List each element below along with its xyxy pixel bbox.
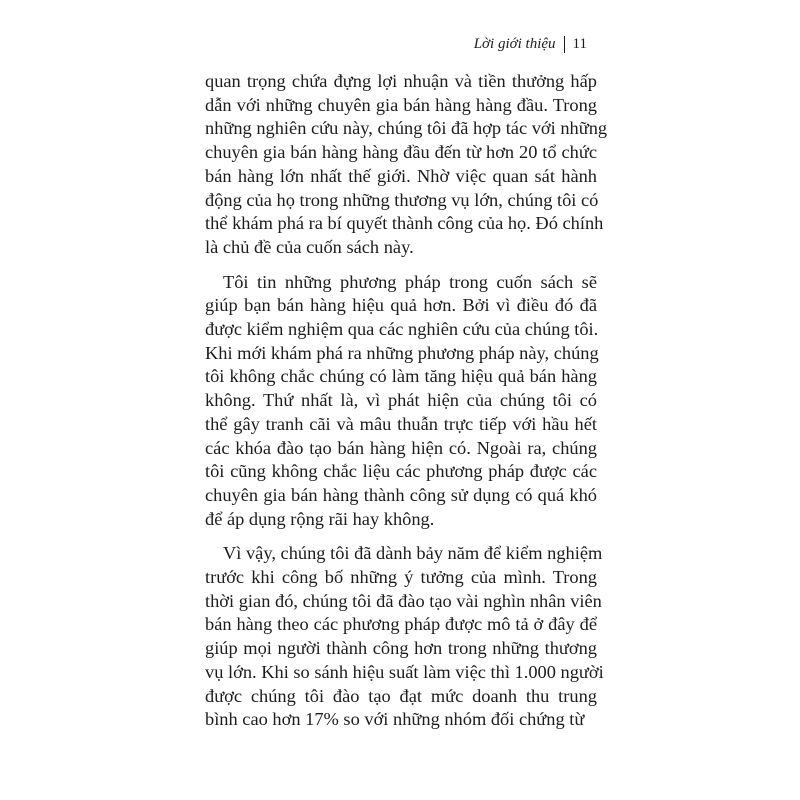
text-line: dẫn với những chuyên gia bán hàng hàng đầu. Trong xyxy=(205,94,597,115)
text-line: thể khám phá ra bí quyết thành công của họ. Đó chính xyxy=(205,213,604,234)
text-line: chuyên gia bán hàng thành công sử dụng có quá khó xyxy=(205,484,597,505)
text-line: được kiểm nghiệm qua các nghiên cứu của chúng tôi. xyxy=(205,319,599,340)
text-line: chuyên gia bán hàng hàng đầu đến từ hơn 20 tổ chức xyxy=(205,142,597,163)
text-line: quan trọng chứa đựng lợi nhuận và tiền thưởng hấp xyxy=(205,71,597,91)
text-line: là chủ đề của cuốn sách này. xyxy=(205,236,414,257)
text-line: để áp dụng rộng rãi hay không. xyxy=(205,508,435,529)
text-line: giúp mọi người thành công hơn trong những thương xyxy=(205,638,597,659)
text-line: thời gian đó, chúng tôi đã đào tạo vài nghìn nhân viên xyxy=(205,590,602,611)
running-header xyxy=(474,36,587,53)
text-line: bình cao hơn 17% so với những nhóm đối chứng từ xyxy=(205,709,585,730)
paragraph xyxy=(205,271,597,532)
text-line: động của họ trong những thương vụ lớn, chúng tôi có xyxy=(205,189,599,210)
page-number: 11 xyxy=(572,36,587,52)
text-line: bán hàng lớn nhất thế giới. Nhờ việc quan sát hành xyxy=(205,165,597,186)
text-line: Vì vậy, chúng tôi đã dành bảy năm để kiểm nghiệm xyxy=(223,543,603,564)
text-line: thể gây tranh cãi và mâu thuẫn trực tiếp với hầu hết xyxy=(205,413,597,434)
text-line: giúp bạn bán hàng hiệu quả hơn. Bởi vì điều đó đã xyxy=(205,295,597,316)
text-line: vụ lớn. Khi so sánh hiệu suất làm việc thì 1.000 người xyxy=(205,661,604,682)
paragraph xyxy=(205,70,608,260)
header-divider xyxy=(564,36,565,53)
text-line: trước khi công bố những ý tưởng của mình. Trong xyxy=(205,567,597,588)
text-line: tôi cũng không chắc liệu các phương pháp được các xyxy=(205,461,597,482)
text-line: tôi không chắc chúng có làm tăng hiệu quả bán hàng xyxy=(205,366,597,387)
text-line: các khóa đào tạo bán hàng hiện có. Ngoài ra, chúng xyxy=(205,437,597,458)
text-line: bán hàng theo các phương pháp được mô tả ở đây để xyxy=(205,614,597,635)
running-title: Lời giới thiệu xyxy=(473,36,556,52)
paragraph xyxy=(205,542,604,732)
text-line: không. Thứ nhất là, vì phát hiện của chúng tôi có xyxy=(205,390,597,411)
text-line: được chúng tôi đào tạo đạt mức doanh thu trung xyxy=(205,685,597,706)
body-text xyxy=(205,70,608,743)
text-line: Tôi tin những phương pháp trong cuốn sách sẽ xyxy=(223,271,597,292)
text-line: những nghiên cứu này, chúng tôi đã hợp tác với những xyxy=(205,118,608,139)
text-line: Khi mới khám phá ra những phương pháp này, chúng xyxy=(205,342,599,363)
